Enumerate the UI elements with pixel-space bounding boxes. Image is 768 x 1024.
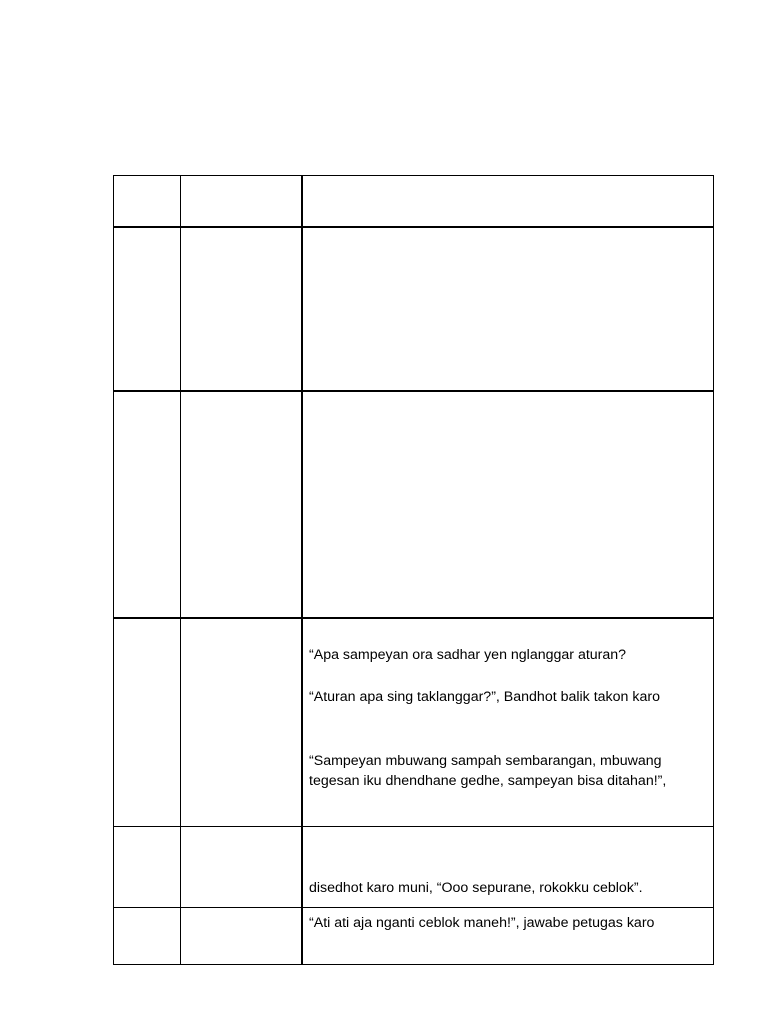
table-row-divider-1: [113, 226, 714, 228]
table-row-divider-4: [113, 826, 714, 827]
table-row-divider-5: [113, 907, 714, 908]
dialogue-line: tegesan iku dhendhane gedhe, sampeyan bisa ditahan!”,: [309, 773, 667, 789]
dialogue-line: “Sampeyan mbuwang sampah sembarangan, mbuwang: [309, 753, 662, 769]
dialogue-line: disedhot karo muni, “Ooo sepurane, rokokku ceblok”.: [309, 880, 643, 896]
table-column-divider-1: [180, 175, 181, 965]
table-column-divider-2: [301, 175, 303, 965]
dialogue-table: [113, 175, 714, 965]
table-row-divider-2: [113, 390, 714, 392]
dialogue-line: “Apa sampeyan ora sadhar yen nglanggar aturan?: [309, 647, 627, 663]
table-row-divider-3: [113, 617, 714, 619]
dialogue-line: “Ati ati aja nganti ceblok maneh!”, jawabe petugas karo: [309, 915, 655, 931]
dialogue-line: “Aturan apa sing taklanggar?”, Bandhot balik takon karo: [309, 689, 660, 705]
